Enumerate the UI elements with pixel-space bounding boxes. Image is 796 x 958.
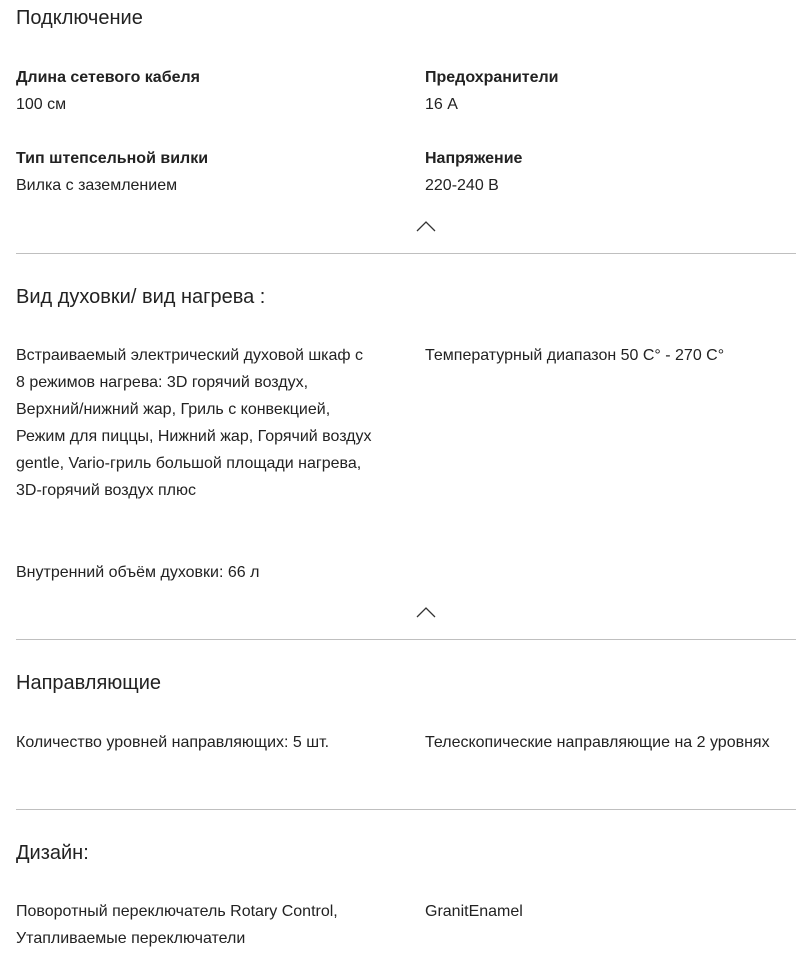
cable-length-label: Длина сетевого кабеля [16,69,200,86]
cable-length-value: 100 см [16,96,67,113]
rail-levels-text [16,729,376,756]
oven-type-section [16,254,796,640]
enamel-value: GranitEnamel [425,903,523,920]
oven-volume-value: Внутренний объём духовки: 66 л [16,564,260,581]
heating-modes-description: Встраиваемый электрический духовой шкаф с 8 режимов нагрева: 3D горячий воздух, Верхний/нижний жар, Гриль с конвекцией, Режим для пиццы, Нижний жар, Горячий воздух gentle, Vario-гриль большой площади нагрева, 3D-горячий воздух плюс [16,347,372,499]
rail-levels-value: Количество уровней направляющих: 5 шт. [16,734,330,751]
fuses-spec [425,64,795,118]
cable-length-spec [16,64,376,118]
connection-title: Подключение [16,7,143,29]
heating-modes-text [16,342,376,504]
connection-section [16,0,796,254]
voltage-spec [425,145,795,199]
chevron-up-icon[interactable] [416,606,436,618]
voltage-label: Напряжение [425,150,523,167]
fuses-label: Предохранители [425,69,559,86]
oven-volume-text [16,559,376,586]
enamel-text [425,898,795,925]
voltage-value: 220-240 В [425,177,499,194]
switches-value: Поворотный переключатель Rotary Control, Утапливаемые переключатели [16,903,338,947]
design-title: Дизайн: [16,842,89,864]
temperature-range-value: Температурный диапазон 50 C° - 270 C° [425,347,725,364]
oven-type-title: Вид духовки/ вид нагрева : [16,286,266,308]
design-section [16,810,796,958]
plug-type-value: Вилка с заземлением [16,177,178,194]
switches-text [16,898,376,952]
rails-title: Направляющие [16,672,162,694]
fuses-value: 16 А [425,96,458,113]
chevron-up-icon[interactable] [416,220,436,232]
rails-section [16,640,796,810]
telescopic-rails-text [425,729,785,756]
temperature-range-text [425,342,795,369]
plug-type-label: Тип штепсельной вилки [16,150,209,167]
plug-type-spec [16,145,376,199]
telescopic-rails-value: Телескопические направляющие на 2 уровнях [425,734,770,751]
